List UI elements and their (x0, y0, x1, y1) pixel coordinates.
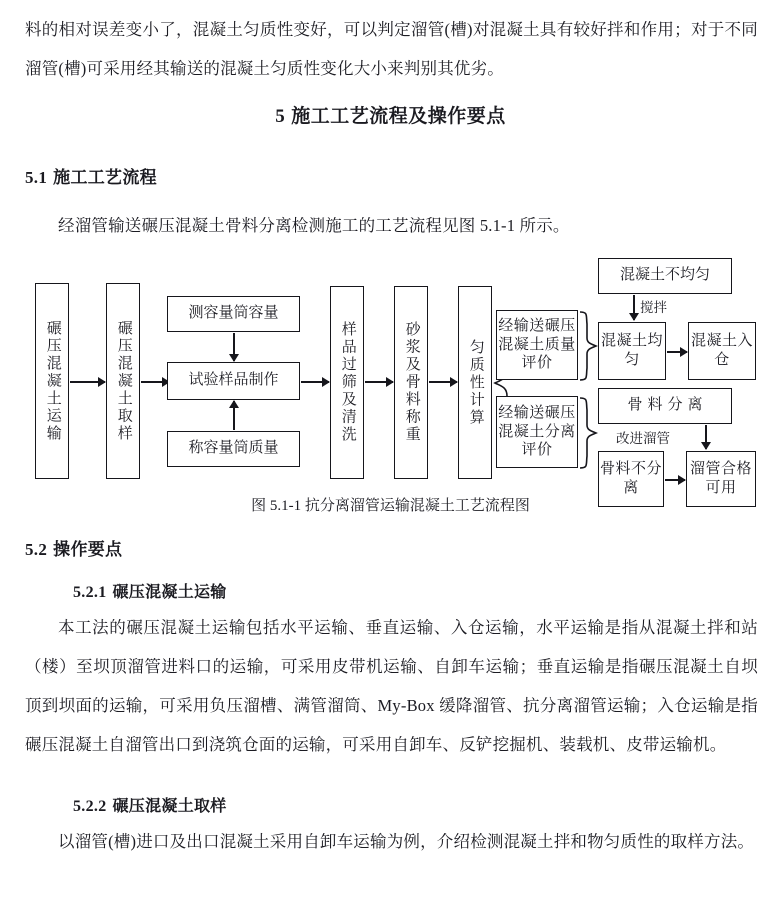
brace-quality-outcomes (578, 310, 598, 382)
arrow-weigh-to-uniformity (429, 381, 457, 383)
process-flow-diagram (0, 248, 781, 496)
section-522-title: 碾压混凝土取样 (112, 798, 227, 815)
flow-box-measure-volume: 测容量筒容量 (167, 296, 300, 332)
flow-box-separation-eval (496, 396, 578, 468)
section-521-number: 5.2.1 (73, 584, 107, 601)
flow-box-aggregate-not-separated-label: 骨料不分离 (599, 461, 662, 496)
flow-box-sampling: 碾压混凝土取样 (106, 283, 140, 479)
flow-box-uniformity-calc: 匀质性计算 (458, 286, 492, 479)
arrow-sampling-to-make-sample (141, 381, 169, 383)
flow-box-concrete-place (688, 322, 756, 380)
section-522-heading (73, 793, 227, 816)
arrow-transport-to-sampling (70, 381, 105, 383)
section-51-number: 5.1 (25, 168, 48, 187)
arrow-sieve-to-weigh-aggregate (365, 381, 393, 383)
section-51-paragraph: 经溜管输送碾压混凝土骨料分离检测施工的工艺流程见图 5.1-1 所示。 (58, 216, 570, 235)
flow-box-weigh-mortar-aggregate: 砂浆及骨料称重 (394, 286, 428, 479)
edge-label-improve-chute: 改进溜管 (616, 431, 670, 446)
flow-box-separation-eval-label: 经输送碾压混凝土分离评价 (498, 404, 576, 459)
flow-box-sieve-clean: 样品过筛及清洗 (330, 286, 364, 479)
flow-box-make-sample: 试验样品制作 (167, 362, 300, 400)
flow-box-concrete-uneven: 混凝土不均匀 (598, 258, 732, 294)
section-522-paragraph: 以溜管(槽)进口及出口混凝土采用自卸车运输为例，介绍检测混凝土拌和物匀质性的取样方法。 (58, 832, 755, 851)
arrow-make-sample-to-sieve (301, 381, 329, 383)
flow-box-transport: 碾压混凝土运输 (35, 283, 69, 479)
figure-caption: 图 5.1-1 抗分离溜管运输混凝土工艺流程图 (251, 498, 530, 514)
section-52-title: 操作要点 (53, 540, 123, 559)
section-521-title: 碾压混凝土运输 (112, 584, 227, 601)
arrow-even-to-place (667, 351, 687, 353)
flow-box-concrete-even-label: 混凝土均匀 (600, 333, 663, 368)
intro-paragraph: 料的相对误差变小了，混凝土匀质性变好，可以判定溜管(槽)对混凝土具有较好拌和作用；对于不同溜管(槽)可采用经其输送的混凝土匀质性变化大小来判别其优劣。 (25, 20, 758, 78)
section-51-title: 施工工艺流程 (53, 168, 157, 187)
edge-label-stir: 搅拌 (640, 300, 667, 315)
arrow-weigh-mass-to-make-sample (233, 401, 235, 430)
section-5-number: 5 (275, 106, 286, 127)
flow-box-aggregate-separated: 骨料分离 (598, 388, 732, 424)
flow-box-weigh-mass: 称容量筒质量 (167, 431, 300, 467)
section-52-heading (25, 535, 122, 560)
brace-separation-outcomes (578, 396, 598, 470)
flow-box-concrete-even (598, 322, 666, 380)
section-522-number: 5.2.2 (73, 798, 107, 815)
section-52-number: 5.2 (25, 540, 48, 559)
arrow-uneven-to-even (633, 295, 635, 320)
flow-box-chute-qualified-label: 溜管合格可用 (689, 461, 752, 496)
flow-box-quality-eval (496, 310, 578, 380)
section-5-title: 施工工艺流程及操作要点 (291, 106, 506, 127)
flow-box-quality-eval-label: 经输送碾压混凝土质量评价 (498, 317, 576, 372)
arrow-measure-volume-to-make-sample (233, 333, 235, 361)
arrow-separated-to-qualified (705, 425, 707, 449)
section-521-heading (73, 579, 227, 602)
section-51-heading (25, 163, 157, 188)
flow-box-concrete-place-label: 混凝土入仓 (690, 333, 753, 368)
arrow-not-separated-to-qualified (665, 479, 685, 481)
section-521-paragraph: 本工法的碾压混凝土运输包括水平运输、垂直运输、入仓运输，水平运输是指从混凝土拌和站（楼）至坝顶溜管进料口的运输，可采用皮带机运输、自卸车运输；垂直运输是指碾压混凝土自坝顶到坝面的运输，可采用负压溜槽、满管溜筒、My-Box 缓降溜管、抗分离溜管运输；入仓运输是指碾压混凝土自溜管出口到浇筑仓面的运输，可采用自卸车、反铲挖掘机、装载机、皮带运输机。 (25, 618, 758, 754)
section-5-heading (0, 101, 781, 128)
